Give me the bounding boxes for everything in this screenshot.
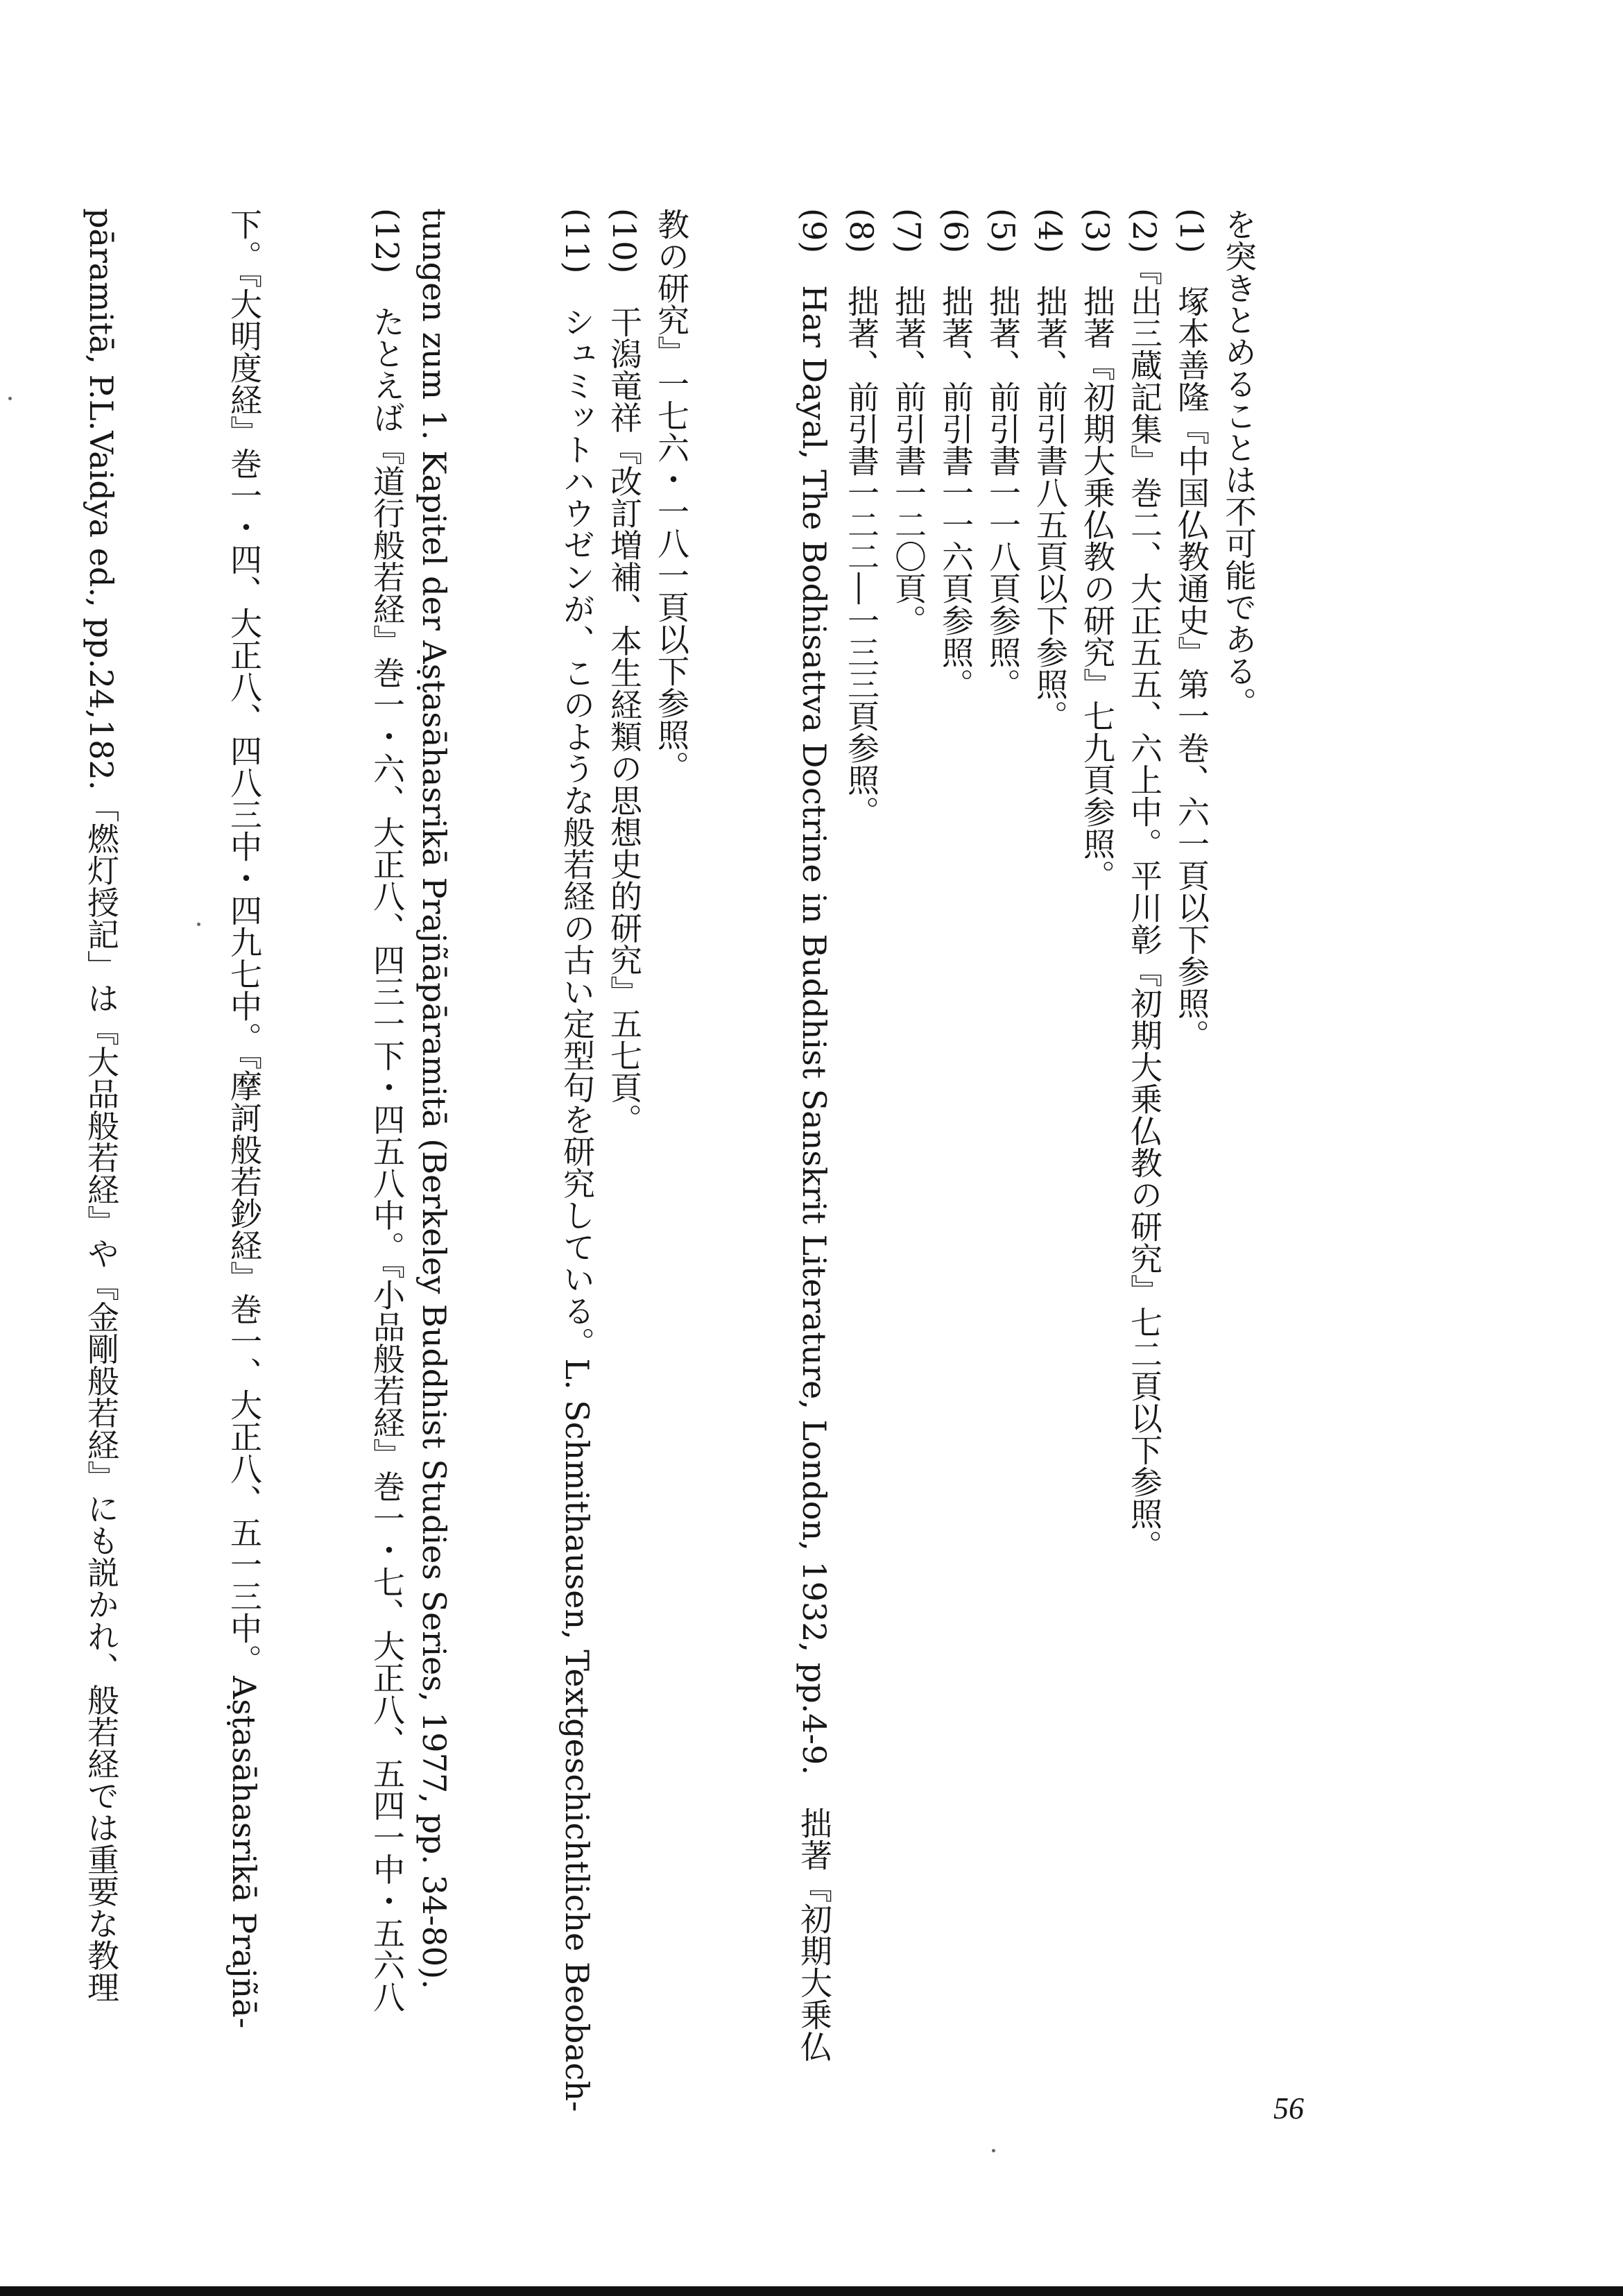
footnote-3: (3) 拙著『初期大乗仏教の研究』七九頁参照。 — [1079, 208, 1116, 892]
footnote-11: (11) シュミットハウゼンが、このような般若経の古い定型句を研究している。L. Schmithausen, Textgeschichtliche Beobach- — [558, 208, 596, 2112]
scan-speck — [8, 397, 12, 400]
intro-line: を突きとめることは不可能である。 — [1220, 208, 1257, 719]
footnote-1: (1) 塚本善隆『中国仏教通史』第一巻、六一頁以下参照。 — [1173, 208, 1210, 1052]
footnote-6: (6) 拙著、前引書一一六頁参照。 — [937, 208, 974, 701]
footnote-8: (8) 拙著、前引書一二二―一三三頁参照。 — [843, 208, 880, 828]
footnote-10: (10) 干潟竜祥『改訂増補、本生経類の思想史的研究』五七頁。 — [606, 208, 643, 1136]
footnote-12-continuation-1: 下。『大明度経』巻一・四、大正八、四八三中・四九七中。『摩訶般若鈔経』巻一、大正八、五一三中。Aṣṭasāhasrikā Prajñā- — [225, 208, 263, 2029]
footnote-11-continuation: tungen zum 1. Kapitel der Aṣṭasāhasrikā Prajñāpāramitā (Berkeley Buddhist Studies Series, 1977, pp. 34-80). — [415, 208, 453, 1989]
footnote-12: (12) たとえば『道行般若経』巻一・六、大正八、四三一下・四五八中。『小品般若経』巻一・七、大正八、五四一中・五六八 — [368, 208, 406, 2013]
footnote-9: (9) Har Dayal, The Bodhisattva Doctrine in Buddhist Sanskrit Literature, London, 1932, pp.4-9. 拙著『初期大乗仏 — [796, 208, 833, 2062]
footnote-12-continuation-2: pāramitā, P.L.Vaidya ed., pp.24,182.「燃灯授記」は『大品般若経』や『金剛般若経』にも説かれ、般若経では重要な教理 — [83, 208, 120, 2003]
footnote-9-continuation: 教の研究』一七六・一八一頁以下参照。 — [653, 208, 690, 782]
footnote-7: (7) 拙著、前引書一二〇頁。 — [890, 208, 927, 637]
footnote-text-block — [0, 208, 1262, 2112]
scan-bottom-edge — [0, 2286, 1623, 2296]
footnote-4: (4) 拙著、前引書八五頁以下参照。 — [1031, 208, 1069, 733]
page-number: 56 — [1273, 2091, 1304, 2125]
footnote-12-continuation-3 — [0, 208, 78, 2025]
footnote-5: (5) 拙著、前引書一一八頁参照。 — [984, 208, 1022, 701]
footnote-2: (2)『出三蔵記集』巻二、大正五五、六上中。平川彰『初期大乗仏教の研究』七二頁以下参照。 — [1126, 208, 1163, 1562]
scan-speck — [197, 923, 200, 926]
scan-speck — [992, 2149, 995, 2152]
